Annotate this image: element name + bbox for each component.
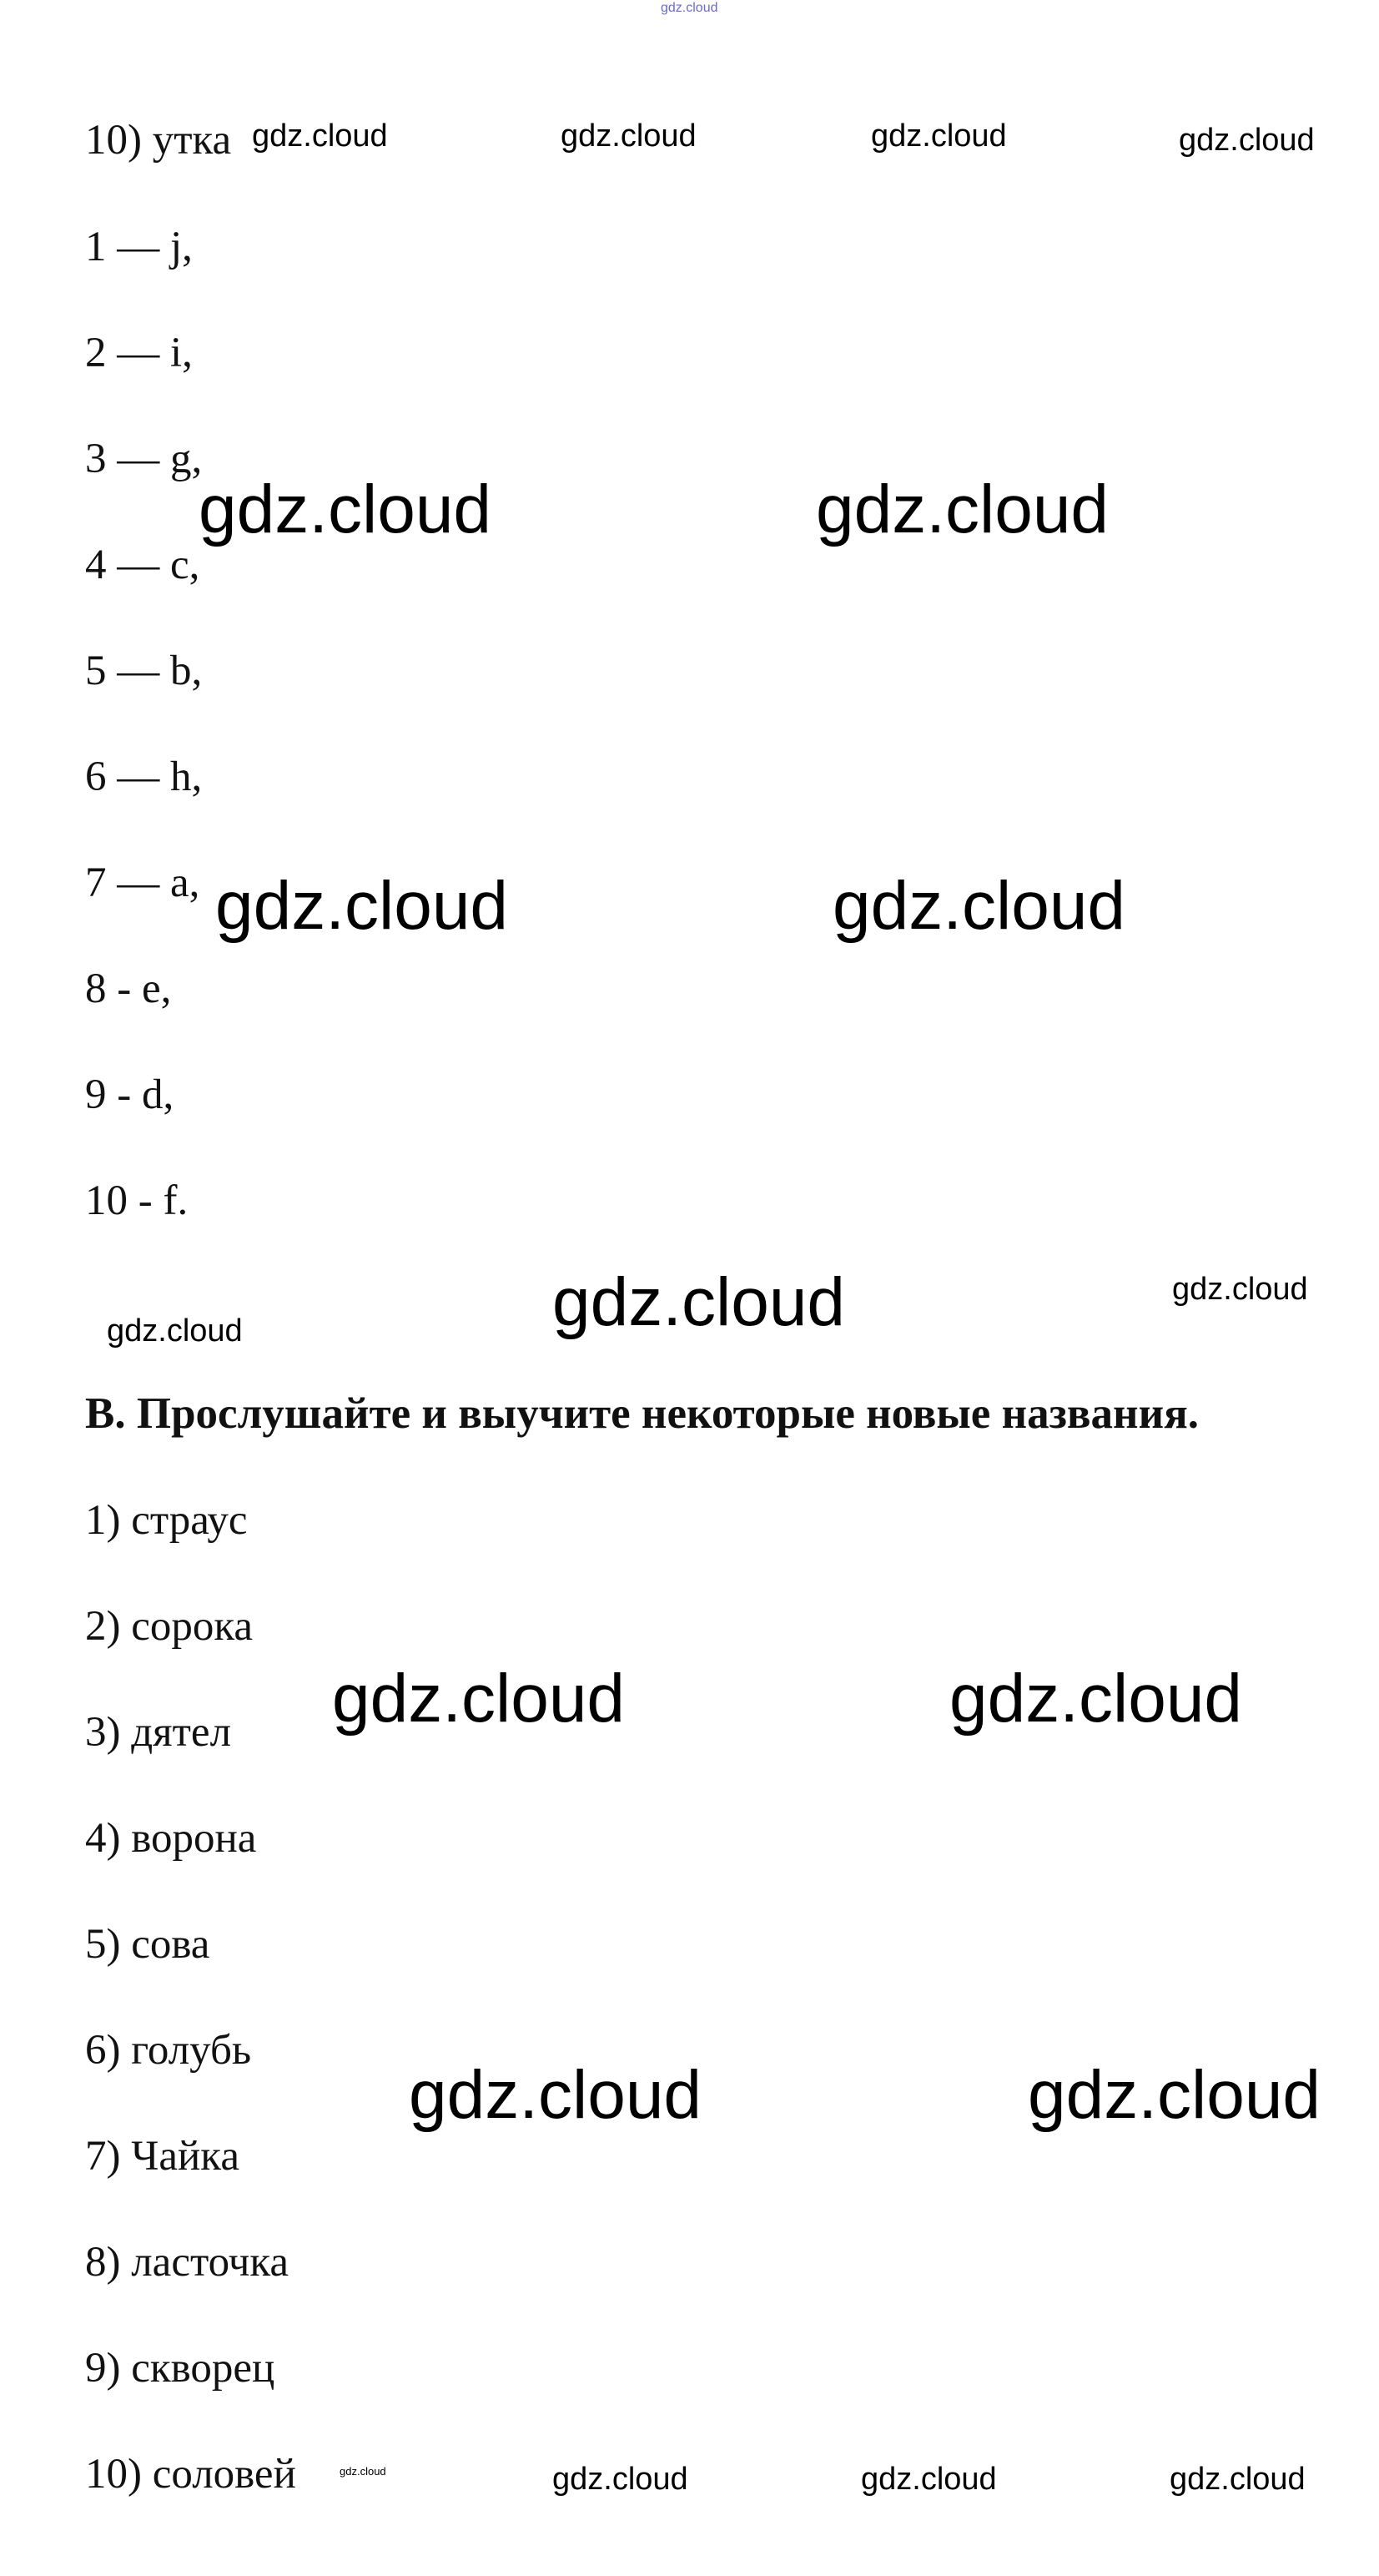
- watermark-text: gdz.cloud: [409, 2057, 702, 2133]
- match-item: 10 - f.: [85, 1177, 189, 1224]
- watermark-text: gdz.cloud: [949, 1661, 1243, 1737]
- watermark-text: gdz.cloud: [1170, 2462, 1306, 2497]
- watermark-text: gdz.cloud: [552, 1264, 846, 1340]
- match-item: 5 — b,: [85, 648, 203, 694]
- watermark-text: gdz.cloud: [1028, 2057, 1321, 2133]
- bird-name-item: 5) сова: [85, 1921, 210, 1968]
- watermark-text: gdz.cloud: [561, 118, 697, 154]
- watermark-text: gdz.cloud: [861, 2462, 997, 2497]
- match-item: 7 — a,: [85, 860, 200, 906]
- match-item: 4 — c,: [85, 542, 200, 588]
- watermark-text: gdz.cloud: [661, 1, 718, 15]
- bird-name-item: 4) ворона: [85, 1815, 257, 1862]
- bird-name-item: 8) ласточка: [85, 2239, 289, 2286]
- top-answer: 10) утка: [85, 117, 232, 164]
- watermark-text: gdz.cloud: [552, 2462, 688, 2497]
- watermark-text: gdz.cloud: [252, 118, 388, 154]
- watermark-text: gdz.cloud: [816, 471, 1110, 547]
- bird-name-item: 7) Чайка: [85, 2133, 239, 2180]
- watermark-text: gdz.cloud: [871, 118, 1007, 154]
- watermark-text: gdz.cloud: [199, 471, 492, 547]
- watermark-text: gdz.cloud: [107, 1313, 243, 1348]
- watermark-text: gdz.cloud: [340, 2465, 386, 2478]
- match-item: 3 — g,: [85, 436, 203, 482]
- watermark-text: gdz.cloud: [215, 868, 509, 944]
- bird-name-item: 6) голубь: [85, 2027, 252, 2074]
- match-item: 1 — j,: [85, 224, 193, 270]
- section-b-heading: В. Прослушайте и выучите некоторые новые названия.: [85, 1389, 1200, 1438]
- match-item: 2 — i,: [85, 330, 193, 376]
- bird-name-item: 1) страус: [85, 1497, 248, 1544]
- match-item: 8 - e,: [85, 965, 172, 1012]
- match-item: 6 — h,: [85, 754, 203, 800]
- watermark-text: gdz.cloud: [332, 1661, 626, 1737]
- bird-name-item: 10) соловей: [85, 2451, 296, 2498]
- watermark-text: gdz.cloud: [833, 868, 1126, 944]
- bird-name-item: 9) скворец: [85, 2345, 275, 2392]
- bird-name-item: 3) дятел: [85, 1709, 232, 1756]
- watermark-text: gdz.cloud: [1172, 1272, 1308, 1307]
- match-item: 9 - d,: [85, 1071, 174, 1118]
- bird-name-item: 2) сорока: [85, 1603, 254, 1650]
- watermark-text: gdz.cloud: [1179, 123, 1315, 158]
